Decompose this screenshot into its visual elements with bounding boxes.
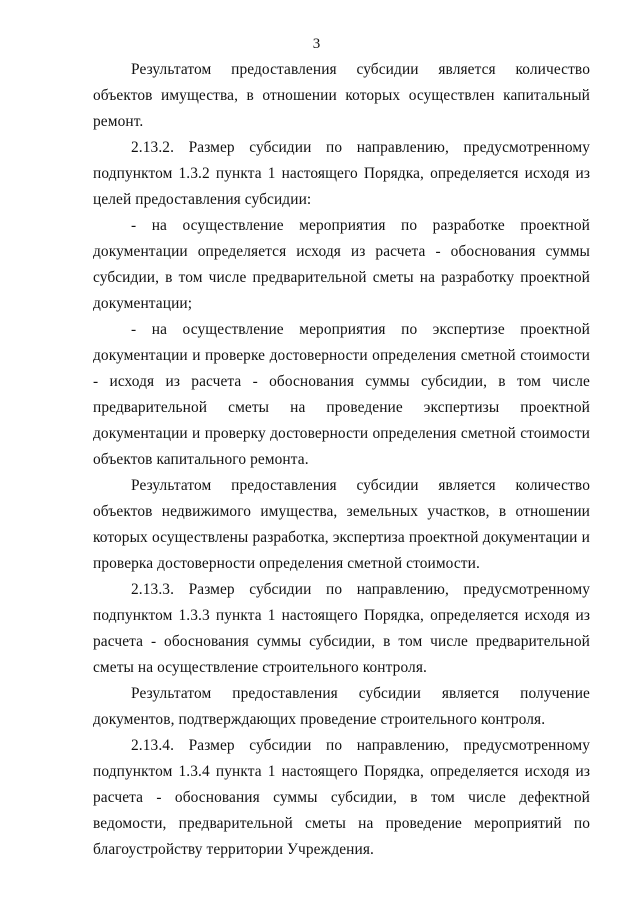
- paragraph-2-13-4: 2.13.4. Размер субсидии по направлению, предусмотренному подпунктом 1.3.4 пункта 1 настоящего Порядка, определяется исходя из расчета - обоснования суммы субсидии, в том числе дефектной ведомости, предварительной сметы на проведение мероприятий по благоустройству территории Учреждения.: [93, 737, 590, 858]
- list-item-project-expertise: - на осуществление мероприятия по экспертизе проектной документации и проверке достоверности определения сметной стоимости - исходя из расчета - обоснования суммы субсидии, в том числе предварительной сметы на проведение экспертизы проектной документации и проверку достоверности определения сметной стоимости объектов капитального ремонта.: [93, 321, 590, 468]
- list-item-project-development: - на осуществление мероприятия по разработке проектной документации определяется исходя из расчета - обоснования суммы субсидии, в том числе предварительной сметы на разработку проектной документации;: [93, 217, 590, 312]
- page-number: 3: [312, 36, 321, 52]
- paragraph-2-13-3: 2.13.3. Размер субсидии по направлению, предусмотренному подпунктом 1.3.3 пункта 1 настоящего Порядка, определяется исходя из расчета - обоснования суммы субсидии, в том числе предварительной сметы на осуществление строительного контроля.: [93, 581, 590, 676]
- document-body: [93, 57, 590, 863]
- paragraph-result-construction-control: Результатом предоставления субсидии является получение документов, подтверждающих проведение строительного контроля.: [93, 685, 590, 728]
- paragraph-2-13-2: 2.13.2. Размер субсидии по направлению, предусмотренному подпунктом 1.3.2 пункта 1 настоящего Порядка, определяется исходя из целей предоставления субсидии:: [93, 139, 590, 208]
- paragraph-result-development: Результатом предоставления субсидии является количество объектов недвижимого имущества, земельных участков, в отношении которых осуществлены разработка, экспертиза проектной документации и проверка достоверности определения сметной стоимости.: [93, 477, 590, 572]
- paragraph-result-capital-repair: Результатом предоставления субсидии является количество объектов имущества, в отношении которых осуществлен капитальный ремонт.: [93, 61, 590, 130]
